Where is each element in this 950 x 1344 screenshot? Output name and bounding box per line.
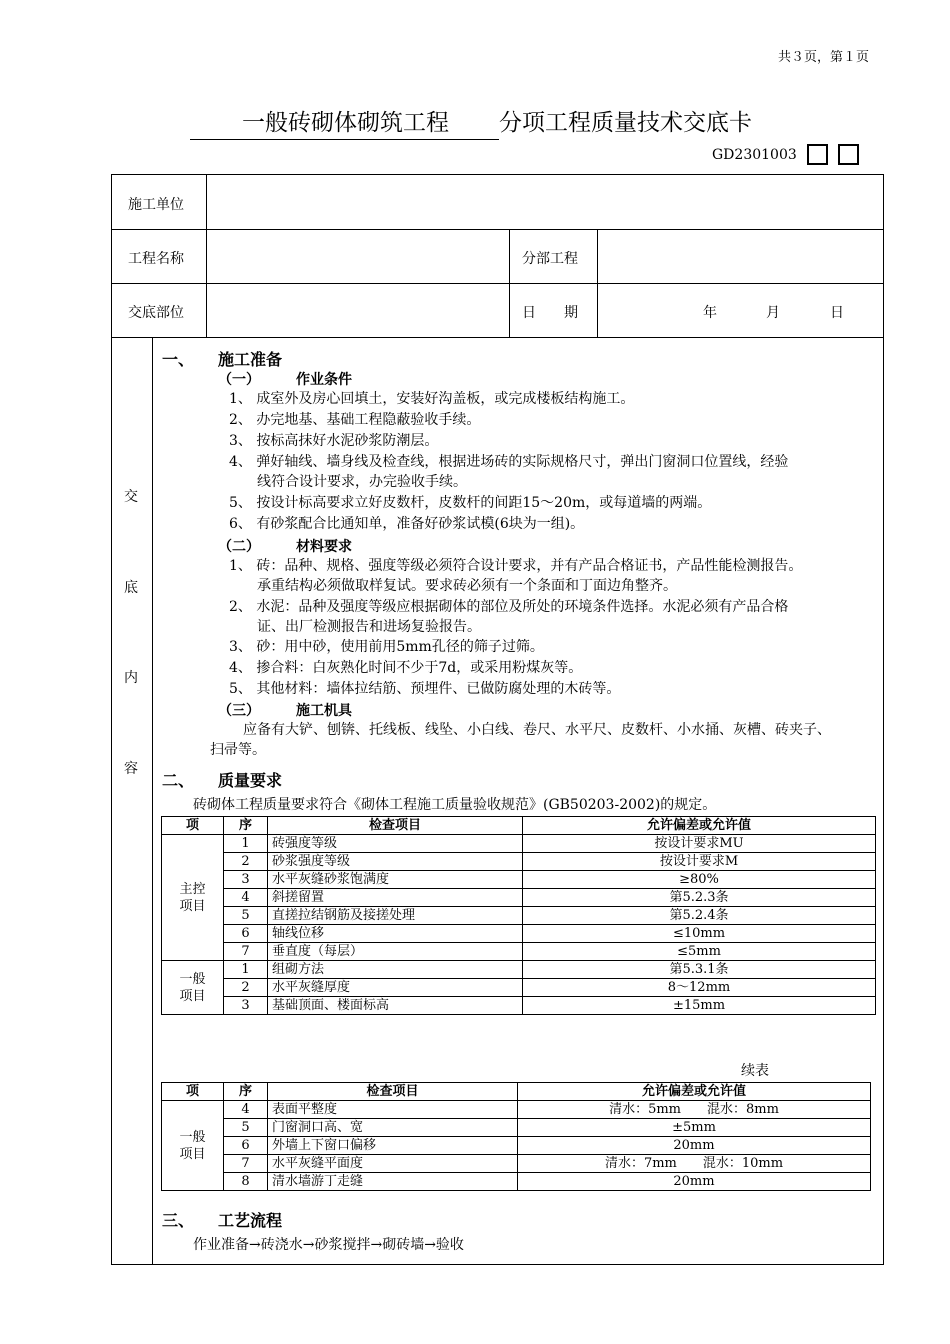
section-3-title: 工艺流程 [218,1211,283,1230]
t1-value: 8～12mm [523,979,876,997]
t2-item: 水平灰缝平面度 [268,1155,518,1173]
document-title [190,104,752,140]
t2-item: 外墙上下窗口偏移 [268,1137,518,1155]
t1-no: 6 [224,925,268,943]
section-2-number: 二、 [162,771,195,790]
t2-value: 清水：7mm 混水：10mm [518,1155,871,1173]
page-number: 共３页，第１页 [778,50,870,65]
t1-no: 5 [224,907,268,925]
table-row [162,997,876,1015]
t1-group-general: 一般项目 [162,961,224,1015]
table-row [162,979,876,997]
table-row [162,1137,871,1155]
table-row [162,1101,871,1119]
code-box-2 [838,144,859,165]
t1-no: 2 [224,979,268,997]
section-1b-number: （二） [218,539,260,555]
t1-no: 7 [224,943,268,961]
t1-no: 1 [224,835,268,853]
document-code-row [712,144,859,165]
t1-item: 基础顶面、楼面标高 [268,997,523,1015]
title-project-type: 一般砖砌体砌筑工程 [190,104,499,140]
t1-value: 按设计要求MU [523,835,876,853]
t1-value: 按设计要求M [523,853,876,871]
title-card-name: 分项工程质量技术交底卡 [499,110,752,136]
section-1c-title: 施工机具 [296,703,352,719]
t2-no: 4 [224,1101,268,1119]
side-label-1: 交 [124,489,138,505]
t2-item: 门窗洞口高、宽 [268,1119,518,1137]
sub-project-label: 分部工程 [522,251,578,267]
t1-value: 第5.2.4条 [523,907,876,925]
project-name-label: 工程名称 [128,251,184,267]
side-label-3: 内 [124,670,138,686]
s1b-item-1: 1、 砖：品种、规格、强度等级必须符合设计要求，并有产品合格证书，产品性能检测报告。 [229,558,803,574]
table-continued-label: 续表 [741,1063,769,1079]
table-row [162,907,876,925]
s1a-item-6: 6、 有砂浆配合比通知单，准备好砂浆试模(6块为一组)。 [229,516,585,532]
s1b-item-1-cont: 承重结构必须做取样复试。要求砖必须有一个条面和丁面边角整齐。 [257,578,677,594]
t2-value: 20mm [518,1137,871,1155]
date-day: 日 [830,305,844,321]
date-year: 年 [703,305,717,321]
table-row [162,1173,871,1191]
t1-item: 砂浆强度等级 [268,853,523,871]
t1-item: 组砌方法 [268,961,523,979]
section-1-title: 施工准备 [218,350,283,369]
t1-no: 3 [224,997,268,1015]
t2-header-value: 允许偏差或允许值 [518,1083,871,1101]
quality-table-1 [161,816,876,1015]
t1-header-item: 检查项目 [268,817,523,835]
t1-item: 水平灰缝厚度 [268,979,523,997]
t2-header-no: 序 [224,1083,268,1101]
s1a-item-5: 5、 按设计标高要求立好皮数杆，皮数杆的间距15～20m，或每道墙的两端。 [229,495,712,511]
section-2-title: 质量要求 [218,771,283,790]
s1b-item-2: 2、 水泥：品种及强度等级应根据砌体的部位及所处的环境条件选择。水泥必须有产品合格 [229,599,789,615]
section-1b-title: 材料要求 [296,539,352,555]
t2-no: 6 [224,1137,268,1155]
location-label: 交底部位 [128,305,184,321]
table-row [162,1155,871,1173]
t1-value: ≤10mm [523,925,876,943]
t2-header-group: 项 [162,1083,224,1101]
table-row [162,835,876,853]
s1a-item-1: 1、 成室外及房心回填土，安装好沟盖板，或完成楼板结构施工。 [229,391,635,407]
t2-no: 8 [224,1173,268,1191]
s1b-item-3: 3、 砂：用中砂，使用前用5mm孔径的筛子过筛。 [229,639,544,655]
section-3-number: 三、 [162,1211,195,1230]
t1-item: 水平灰缝砂浆饱满度 [268,871,523,889]
table-row [162,943,876,961]
s1a-item-4: 4、 弹好轴线、墙身线及检查线，根据进场砖的实际规格尺寸，弹出门窗洞口位置线，经验 [229,454,789,470]
t1-header-group: 项 [162,817,224,835]
s1b-item-4: 4、 掺合料：白灰熟化时间不少于7d，或采用粉煤灰等。 [229,660,583,676]
t1-item: 砖强度等级 [268,835,523,853]
date-month: 月 [766,305,780,321]
section-1a-title: 作业条件 [296,372,352,388]
table-row [162,961,876,979]
table-row [162,853,876,871]
s1c-text-1: 应备有大铲、刨锛、托线板、线坠、小白线、卷尺、水平尺、皮数杆、小水捅、灰槽、砖夹子、 [243,722,831,738]
t2-item: 表面平整度 [268,1101,518,1119]
t1-value: 第5.2.3条 [523,889,876,907]
s2-text: 砖砌体工程质量要求符合《砌体工程施工质量验收规范》(GB50203-2002)的规定。 [193,797,717,813]
t1-header-value: 允许偏差或允许值 [523,817,876,835]
t2-no: 7 [224,1155,268,1173]
t1-header-no: 序 [224,817,268,835]
t1-no: 1 [224,961,268,979]
t1-group-main: 主控项目 [162,835,224,961]
s1a-item-3: 3、 按标高抹好水泥砂浆防潮层。 [229,433,439,449]
quality-table-2 [161,1082,871,1191]
side-label-2: 底 [124,580,138,596]
document-code: GD2301003 [712,146,797,163]
table-row [162,889,876,907]
s1b-item-5: 5、 其他材料：墙体拉结筋、预埋件、已做防腐处理的木砖等。 [229,681,621,697]
t1-item: 斜搓留置 [268,889,523,907]
s1c-text-2: 扫帚等。 [210,742,266,758]
t1-value: ≤5mm [523,943,876,961]
code-box-1 [807,144,828,165]
table-row [162,1119,871,1137]
t2-group-general: 一般项目 [162,1101,224,1191]
side-label-4: 容 [124,761,138,777]
s1a-item-4-cont: 线符合设计要求，办完验收手续。 [257,474,467,490]
t1-item: 轴线位移 [268,925,523,943]
table-row [162,925,876,943]
t1-no: 4 [224,889,268,907]
s1b-item-2-cont: 证、出厂检测报告和进场复验报告。 [257,619,481,635]
t2-value: 清水：5mm 混水：8mm [518,1101,871,1119]
t1-item: 垂直度（每层） [268,943,523,961]
t1-no: 2 [224,853,268,871]
date-label: 日 期 [522,305,578,321]
t1-no: 3 [224,871,268,889]
s1a-item-2: 2、 办完地基、基础工程隐蔽验收手续。 [229,412,481,428]
unit-label: 施工单位 [128,197,184,213]
t1-value: ±15mm [523,997,876,1015]
section-1a-number: （一） [218,372,260,388]
t2-header-item: 检查项目 [268,1083,518,1101]
t2-value: 20mm [518,1173,871,1191]
section-1c-number: （三） [218,703,260,719]
s3-process-flow: 作业准备→砖浇水→砂浆搅拌→砌砖墙→验收 [193,1237,464,1253]
section-1-number: 一、 [162,350,195,369]
t2-item: 清水墙游丁走缝 [268,1173,518,1191]
t1-value: ≥80% [523,871,876,889]
t2-value: ±5mm [518,1119,871,1137]
t2-no: 5 [224,1119,268,1137]
t1-value: 第5.3.1条 [523,961,876,979]
t1-item: 直搓拉结钢筋及接搓处理 [268,907,523,925]
table-row [162,871,876,889]
